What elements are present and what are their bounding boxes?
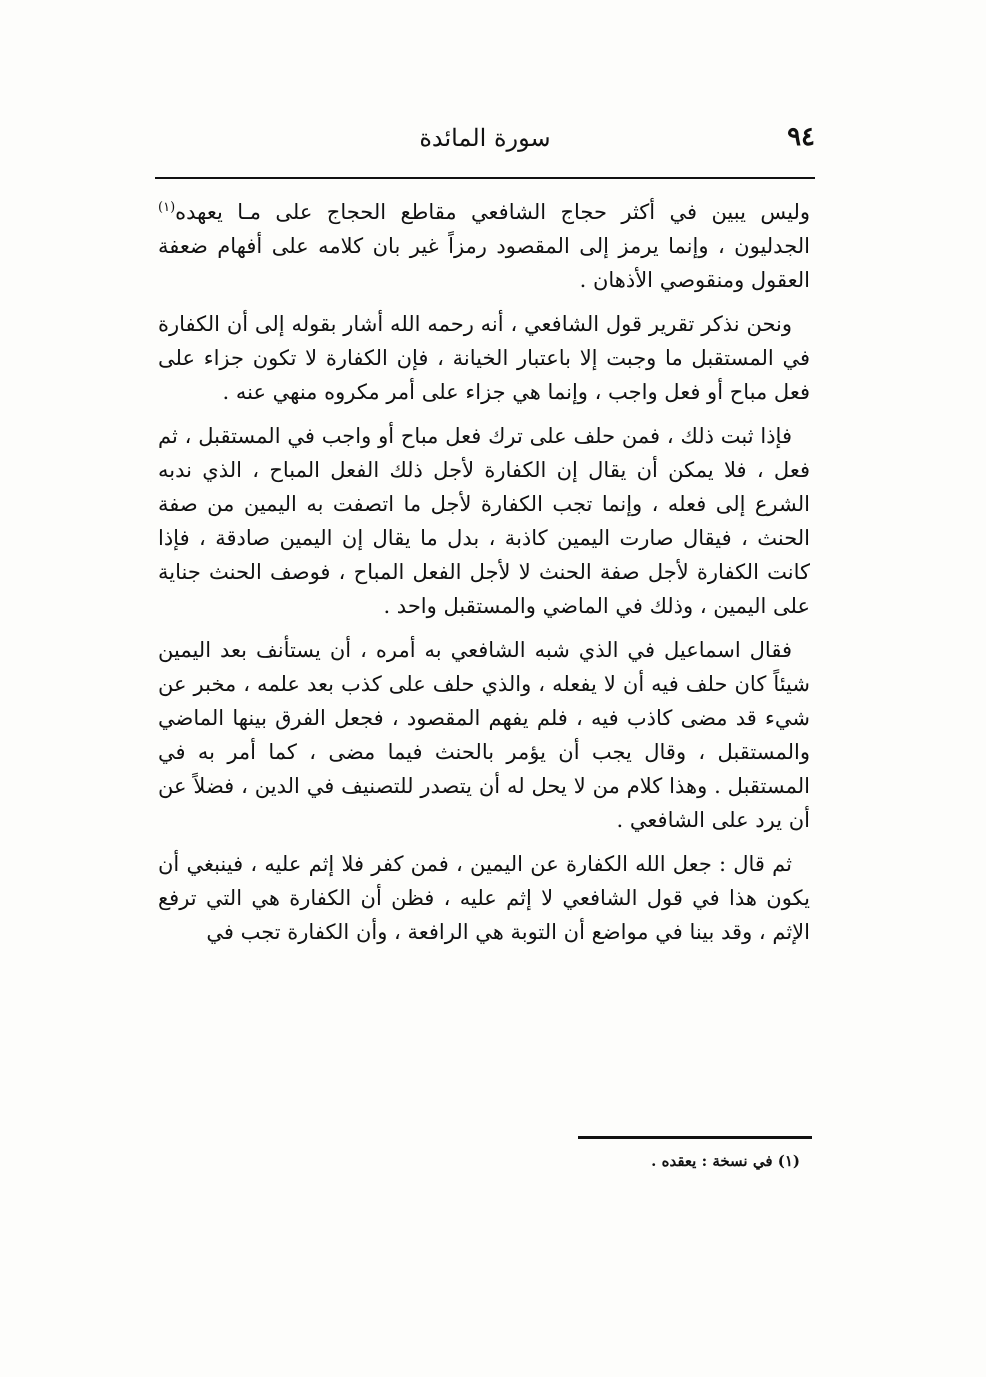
footnote: (١) في نسخة : يعقده . bbox=[651, 1152, 800, 1170]
page-number: ٩٤ bbox=[787, 122, 815, 152]
page-header bbox=[155, 118, 815, 170]
paragraph-1-text: وليس يبين في أكثر حجاج الشافعي مقاطع الحجاج على مـا يعهده bbox=[175, 200, 810, 224]
paragraph-3: فإذا ثبت ذلك ، فمن حلف على ترك فعل مباح أو واجب في المستقبل ، ثم فعل ، فلا يمكن أن يقال إن الكفارة لأجل ذلك الفعل المباح ، الذي ندبه الشرع إلى فعله ، وإنما تجب الكفارة لأجل ما اتصفت به اليمين من صفة الحنث ، فيقال صارت اليمين كاذبة ، بدل ما يقال إن اليمين صادقة ، فإذا كانت الكفارة لأجل صفة الحنث لا لأجل الفعل المباح ، فوصف الحنث جناية على اليمين ، وذلك في الماضي والمستقبل واحد . bbox=[158, 424, 810, 618]
header-divider bbox=[155, 177, 815, 179]
paragraph-5: ثم قال : جعل الله الكفارة عن اليمين ، فمن كفر فلا إثم عليه ، فينبغي أن يكون هذا في قول الشافعي لا إثم عليه ، فظن أن الكفارة هي التي ترفع الإثم ، وقد بينا في مواضع أن التوبة هي الرافعة ، وأن الكفارة تجب في bbox=[158, 852, 810, 944]
paragraph-1-continuation: الجدليون ، وإنما يرمز إلى المقصود رمزاً غير بان كلامه على أفهام ضعفة العقول ومنقوصي الأذهان . bbox=[158, 234, 810, 292]
running-title: سورة المائدة bbox=[419, 124, 551, 152]
footnote-divider bbox=[578, 1136, 812, 1139]
paragraph-1 bbox=[158, 195, 810, 297]
paragraph-4: فقال اسماعيل في الذي شبه الشافعي به أمره ، أن يستأنف بعد اليمين شيئاً كان حلف فيه أن لا يفعله ، والذي حلف على كذب بعد علمه ، مخبر عن شيء قد مضى كاذب فيه ، فلم يفهم المقصود ، فجعل الفرق بينها الماضي والمستقبل ، وقال يجب أن يؤمر بالحنث فيما مضى ، كما أمر به في المستقبل . وهذا كلام من لا يحل له أن يتصدر للتصنيف في الدين ، فضلاً عن أن يرد على الشافعي . bbox=[158, 638, 810, 832]
body-text bbox=[158, 195, 810, 959]
paragraph-2: ونحن نذكر تقرير قول الشافعي ، أنه رحمه الله أشار بقوله إلى أن الكفارة في المستقبل ما وجبت إلا باعتبار الخيانة ، فإن الكفارة لا تكون جزاء على فعل مباح أو فعل واجب ، وإنما هي جزاء على أمر مكروه منهي عنه . bbox=[158, 312, 810, 404]
footnote-reference: (١) bbox=[158, 200, 176, 215]
